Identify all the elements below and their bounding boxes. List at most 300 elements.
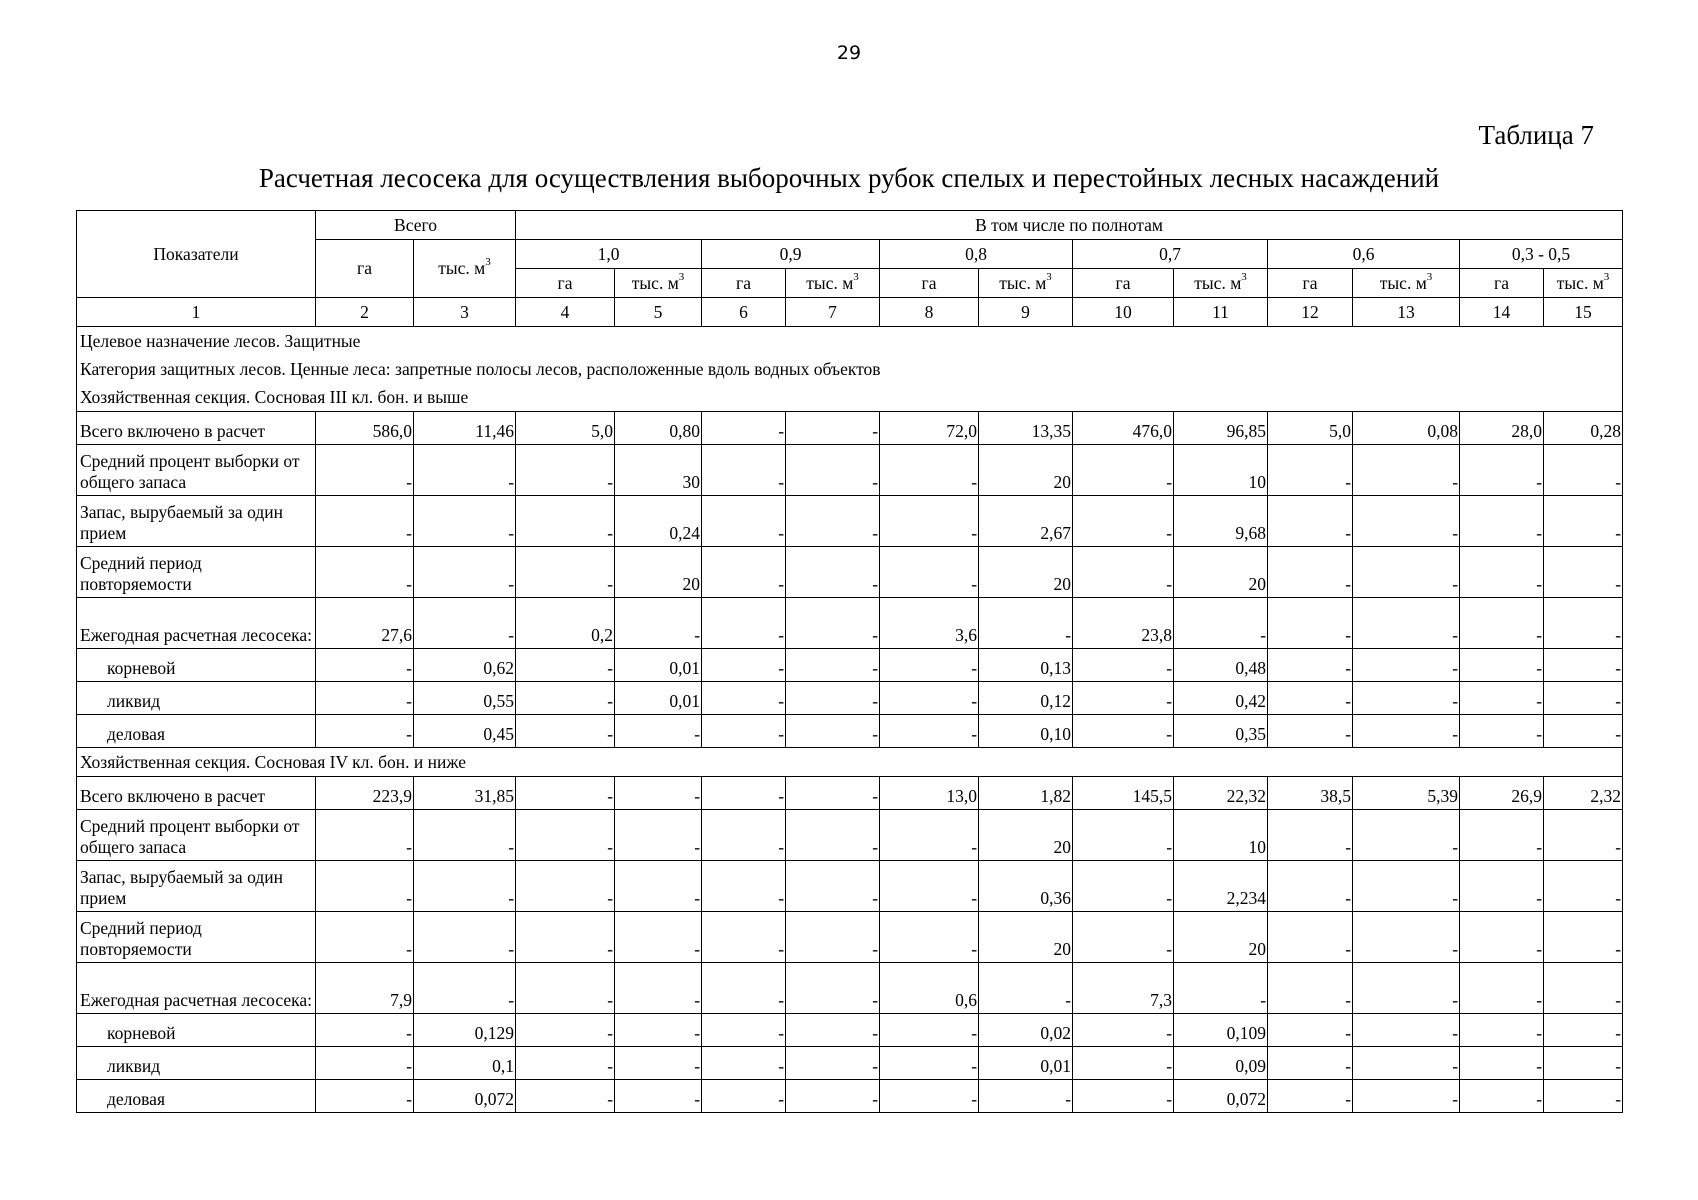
- table-cell: 22,32: [1174, 777, 1268, 810]
- table-cell: -: [1353, 963, 1460, 1014]
- table-cell: 0,02: [979, 1014, 1073, 1047]
- header-unit-vol: [615, 269, 702, 298]
- table-cell: -: [1268, 861, 1353, 912]
- table-cell: -: [1460, 649, 1544, 682]
- table-cell: -: [516, 547, 615, 598]
- table-cell: -: [1544, 963, 1623, 1014]
- table-cell: -: [516, 649, 615, 682]
- table-cell: -: [414, 445, 516, 496]
- table-cell: 13,0: [880, 777, 979, 810]
- table-cell: -: [1268, 598, 1353, 649]
- table-cell: -: [615, 1014, 702, 1047]
- table-cell: -: [880, 1014, 979, 1047]
- table-cell: -: [1353, 861, 1460, 912]
- table-cell: 0,1: [414, 1047, 516, 1080]
- unit-vol-exp: 3: [485, 256, 491, 269]
- header-unit-ha: га: [1073, 269, 1174, 298]
- header-unit-ha: га: [516, 269, 615, 298]
- table-cell: -: [702, 1047, 786, 1080]
- table-row: [77, 963, 1623, 1014]
- header-unit-vol: [1353, 269, 1460, 298]
- table-cell: -: [414, 547, 516, 598]
- table-cell: -: [1544, 496, 1623, 547]
- column-number: 4: [516, 298, 615, 327]
- table-cell: -: [1460, 445, 1544, 496]
- row-label: Ежегодная расчетная лесосека:: [77, 598, 316, 649]
- column-number: 5: [615, 298, 702, 327]
- table-cell: -: [1073, 682, 1174, 715]
- table-cell: -: [615, 963, 702, 1014]
- table-cell: -: [702, 496, 786, 547]
- row-label: ликвид: [77, 682, 316, 715]
- column-number: 7: [786, 298, 880, 327]
- table-cell: -: [1353, 810, 1460, 861]
- table-cell: -: [702, 445, 786, 496]
- table-cell: -: [1073, 649, 1174, 682]
- table-cell: -: [316, 682, 414, 715]
- page-number: 29: [836, 42, 862, 64]
- table-cell: -: [1353, 649, 1460, 682]
- table-cell: -: [1268, 1014, 1353, 1047]
- row-label: Всего включено в расчет: [77, 777, 316, 810]
- table-cell: -: [786, 777, 880, 810]
- table-cell: -: [316, 1080, 414, 1113]
- table-row: [77, 810, 1623, 861]
- table-cell: -: [1073, 715, 1174, 748]
- header-density-group: 0,6: [1268, 240, 1460, 269]
- table-cell: -: [702, 547, 786, 598]
- header-unit-ha: га: [1268, 269, 1353, 298]
- table-cell: -: [979, 1080, 1073, 1113]
- table-cell: -: [1268, 649, 1353, 682]
- table-cell: -: [1268, 1080, 1353, 1113]
- table-row: [77, 598, 1623, 649]
- table-cell: -: [1460, 715, 1544, 748]
- table-cell: -: [1353, 445, 1460, 496]
- table-row: [77, 777, 1623, 810]
- table-cell: 0,35: [1174, 715, 1268, 748]
- table-cell: 0,80: [615, 412, 702, 445]
- unit-vol-text: тыс. м: [631, 272, 679, 293]
- table-cell: -: [880, 496, 979, 547]
- table-cell: -: [615, 912, 702, 963]
- table-cell: 20: [979, 912, 1073, 963]
- table-cell: -: [1268, 810, 1353, 861]
- row-label: Запас, вырубаемый за один прием: [77, 496, 316, 547]
- table-cell: -: [1544, 547, 1623, 598]
- header-density-group: 0,8: [880, 240, 1073, 269]
- unit-vol-text: тыс. м: [1194, 272, 1242, 293]
- table-row: [77, 496, 1623, 547]
- table-cell: 0,24: [615, 496, 702, 547]
- table-cell: 476,0: [1073, 412, 1174, 445]
- table-cell: 10: [1174, 445, 1268, 496]
- table-cell: -: [702, 861, 786, 912]
- unit-vol-exp: 3: [1603, 270, 1610, 283]
- table-cell: -: [1174, 963, 1268, 1014]
- table-cell: -: [316, 861, 414, 912]
- section-header-row: [77, 383, 1623, 412]
- column-number: 14: [1460, 298, 1544, 327]
- table-cell: 20: [615, 547, 702, 598]
- table-cell: -: [516, 496, 615, 547]
- table-cell: -: [516, 810, 615, 861]
- table-cell: 11,46: [414, 412, 516, 445]
- unit-vol-exp: 3: [1426, 270, 1433, 283]
- table-cell: 27,6: [316, 598, 414, 649]
- section-header-row: [77, 748, 1623, 777]
- table-row: [77, 861, 1623, 912]
- table-cell: -: [880, 1047, 979, 1080]
- table-cell: -: [414, 496, 516, 547]
- table-cell: -: [1460, 1080, 1544, 1113]
- table-cell: -: [702, 1014, 786, 1047]
- table-cell: -: [702, 412, 786, 445]
- table-cell: -: [316, 496, 414, 547]
- table-cell: -: [1353, 912, 1460, 963]
- header-density-group: 1,0: [516, 240, 702, 269]
- table-cell: -: [880, 1080, 979, 1113]
- table-cell: 2,67: [979, 496, 1073, 547]
- table-cell: -: [1073, 912, 1174, 963]
- table-cell: 0,42: [1174, 682, 1268, 715]
- table-cell: -: [615, 598, 702, 649]
- table-cell: 23,8: [1073, 598, 1174, 649]
- forest-cutting-table: [76, 210, 1623, 1113]
- unit-vol-text: тыс. м: [438, 258, 486, 278]
- table-cell: -: [702, 810, 786, 861]
- unit-vol-exp: 3: [1046, 270, 1052, 283]
- table-row: [77, 912, 1623, 963]
- table-cell: 31,85: [414, 777, 516, 810]
- column-number: 6: [702, 298, 786, 327]
- table-cell: -: [316, 649, 414, 682]
- table-cell: -: [1268, 912, 1353, 963]
- unit-vol-text: тыс. м: [1556, 272, 1604, 293]
- table-cell: -: [880, 861, 979, 912]
- table-cell: -: [316, 445, 414, 496]
- table-row: [77, 682, 1623, 715]
- table-cell: -: [1353, 682, 1460, 715]
- column-number: 12: [1268, 298, 1353, 327]
- table-cell: -: [1353, 547, 1460, 598]
- table-cell: -: [702, 682, 786, 715]
- table-cell: -: [1353, 598, 1460, 649]
- table-cell: -: [1544, 861, 1623, 912]
- header-unit-ha: га: [880, 269, 979, 298]
- table-row: [77, 445, 1623, 496]
- table-cell: -: [1073, 445, 1174, 496]
- table-cell: -: [1073, 547, 1174, 598]
- unit-vol-exp: 3: [678, 270, 685, 283]
- unit-vol-text: тыс. м: [999, 272, 1047, 293]
- header-unit-vol: [786, 269, 880, 298]
- table-cell: 0,01: [615, 682, 702, 715]
- header-unit-ha: га: [702, 269, 786, 298]
- table-row: [77, 1014, 1623, 1047]
- table-cell: 0,55: [414, 682, 516, 715]
- table-cell: -: [702, 598, 786, 649]
- table-cell: -: [786, 496, 880, 547]
- header-total-vol: [414, 240, 516, 298]
- table-cell: 5,39: [1353, 777, 1460, 810]
- table-cell: -: [316, 1014, 414, 1047]
- table-cell: 7,3: [1073, 963, 1174, 1014]
- table-cell: -: [1544, 810, 1623, 861]
- table-cell: -: [702, 777, 786, 810]
- table-cell: -: [786, 810, 880, 861]
- table-cell: 0,12: [979, 682, 1073, 715]
- table-cell: 0,36: [979, 861, 1073, 912]
- table-cell: -: [786, 1047, 880, 1080]
- table-cell: -: [702, 715, 786, 748]
- table-cell: 0,45: [414, 715, 516, 748]
- table-row: [77, 649, 1623, 682]
- table-cell: -: [1268, 963, 1353, 1014]
- table-cell: -: [1268, 547, 1353, 598]
- table-cell: -: [786, 715, 880, 748]
- header-indicators: Показатели: [77, 211, 316, 298]
- table-cell: 0,109: [1174, 1014, 1268, 1047]
- table-cell: -: [316, 912, 414, 963]
- header-unit-vol: [1174, 269, 1268, 298]
- table-title: Расчетная лесосека для осуществления выборочных рубок спелых и перестойных лесных насаждений: [258, 163, 1440, 193]
- table-cell: -: [1268, 496, 1353, 547]
- row-label: корневой: [77, 649, 316, 682]
- row-label: Средний период повторяемости: [77, 912, 316, 963]
- table-cell: -: [316, 547, 414, 598]
- table-cell: -: [414, 963, 516, 1014]
- table-cell: 0,072: [1174, 1080, 1268, 1113]
- table-cell: -: [1073, 861, 1174, 912]
- table-cell: -: [880, 649, 979, 682]
- table-cell: -: [414, 598, 516, 649]
- table-cell: -: [1460, 547, 1544, 598]
- table-cell: -: [1544, 1080, 1623, 1113]
- table-cell: -: [516, 912, 615, 963]
- table-cell: -: [414, 861, 516, 912]
- table-cell: 0,10: [979, 715, 1073, 748]
- table-cell: -: [786, 682, 880, 715]
- table-cell: -: [880, 810, 979, 861]
- unit-vol-exp: 3: [853, 270, 859, 283]
- table-cell: -: [615, 715, 702, 748]
- table-cell: -: [316, 715, 414, 748]
- table-cell: 586,0: [316, 412, 414, 445]
- category-row: Категория защитных лесов. Ценные леса: запретные полосы лесов, расположенные вдоль водных объектов: [77, 355, 1623, 383]
- table-cell: 0,62: [414, 649, 516, 682]
- table-cell: -: [615, 777, 702, 810]
- table-cell: -: [1073, 810, 1174, 861]
- table-cell: 0,48: [1174, 649, 1268, 682]
- table-cell: -: [516, 1047, 615, 1080]
- unit-vol-exp: 3: [1241, 270, 1247, 283]
- table-cell: -: [1544, 912, 1623, 963]
- table-cell: -: [1544, 649, 1623, 682]
- row-label: Ежегодная расчетная лесосека:: [77, 963, 316, 1014]
- table-cell: 3,6: [880, 598, 979, 649]
- column-number: 11: [1174, 298, 1268, 327]
- table-cell: 0,2: [516, 598, 615, 649]
- table-cell: 0,129: [414, 1014, 516, 1047]
- table-cell: -: [516, 715, 615, 748]
- table-cell: 0,6: [880, 963, 979, 1014]
- table-cell: -: [414, 810, 516, 861]
- table-cell: 26,9: [1460, 777, 1544, 810]
- table-cell: 10: [1174, 810, 1268, 861]
- table-cell: -: [516, 861, 615, 912]
- table-cell: -: [786, 963, 880, 1014]
- table-cell: -: [615, 810, 702, 861]
- purpose-row: Целевое назначение лесов. Защитные: [77, 327, 1623, 356]
- unit-vol-text: тыс. м: [1379, 272, 1427, 293]
- table-cell: -: [786, 912, 880, 963]
- table-cell: 20: [979, 445, 1073, 496]
- header-total: Всего: [316, 211, 516, 240]
- table-cell: -: [516, 777, 615, 810]
- table-cell: 20: [979, 810, 1073, 861]
- table-label: Таблица 7: [1478, 120, 1594, 150]
- table-cell: -: [1460, 963, 1544, 1014]
- table-cell: -: [786, 649, 880, 682]
- table-cell: 13,35: [979, 412, 1073, 445]
- column-number: 10: [1073, 298, 1174, 327]
- table-cell: -: [1544, 682, 1623, 715]
- column-number: 1: [77, 298, 316, 327]
- table-cell: -: [516, 963, 615, 1014]
- table-cell: 20: [1174, 547, 1268, 598]
- table-cell: -: [1460, 861, 1544, 912]
- table-cell: 0,13: [979, 649, 1073, 682]
- table-cell: 96,85: [1174, 412, 1268, 445]
- table-cell: -: [414, 912, 516, 963]
- table-cell: -: [516, 1014, 615, 1047]
- table-cell: -: [1353, 1080, 1460, 1113]
- table-cell: -: [516, 445, 615, 496]
- table-cell: 0,09: [1174, 1047, 1268, 1080]
- table-cell: -: [1460, 810, 1544, 861]
- header-density-group: 0,9: [702, 240, 880, 269]
- table-cell: -: [1268, 445, 1353, 496]
- table-cell: -: [979, 963, 1073, 1014]
- table-cell: -: [880, 715, 979, 748]
- column-number: 2: [316, 298, 414, 327]
- row-label: Запас, вырубаемый за один прием: [77, 861, 316, 912]
- table-cell: 72,0: [880, 412, 979, 445]
- table-row: [77, 547, 1623, 598]
- table-row: [77, 1047, 1623, 1080]
- table-cell: -: [1353, 1014, 1460, 1047]
- table-row: [77, 1080, 1623, 1113]
- table-cell: 0,08: [1353, 412, 1460, 445]
- table-cell: -: [786, 1080, 880, 1113]
- section-title: Хозяйственная секция. Сосновая III кл. бон. и выше: [77, 383, 1623, 412]
- table-cell: -: [880, 682, 979, 715]
- table-cell: -: [1460, 682, 1544, 715]
- table-cell: 2,32: [1544, 777, 1623, 810]
- header-density-group: 0,3 - 0,5: [1460, 240, 1623, 269]
- header-unit-ha: га: [1460, 269, 1544, 298]
- table-cell: -: [1460, 598, 1544, 649]
- table-cell: 0,01: [615, 649, 702, 682]
- table-cell: 7,9: [316, 963, 414, 1014]
- table-cell: -: [979, 598, 1073, 649]
- table-cell: -: [1268, 1047, 1353, 1080]
- table-cell: 145,5: [1073, 777, 1174, 810]
- table-cell: -: [702, 912, 786, 963]
- table-cell: 30: [615, 445, 702, 496]
- table-cell: -: [1268, 715, 1353, 748]
- table-cell: -: [786, 412, 880, 445]
- row-label: Всего включено в расчет: [77, 412, 316, 445]
- header-unit-vol: [1544, 269, 1623, 298]
- table-row: [77, 715, 1623, 748]
- header-total-ha: га: [316, 240, 414, 298]
- table-cell: -: [1174, 598, 1268, 649]
- table-cell: -: [786, 445, 880, 496]
- column-number: 3: [414, 298, 516, 327]
- row-label: Средний процент выборки от общего запаса: [77, 810, 316, 861]
- table-cell: -: [1353, 715, 1460, 748]
- row-label: деловая: [77, 715, 316, 748]
- table-cell: -: [1073, 1047, 1174, 1080]
- table-cell: -: [880, 912, 979, 963]
- table-cell: 28,0: [1460, 412, 1544, 445]
- table-cell: -: [786, 547, 880, 598]
- table-cell: -: [1460, 1047, 1544, 1080]
- table-cell: -: [1544, 1014, 1623, 1047]
- table-cell: 0,01: [979, 1047, 1073, 1080]
- table-cell: -: [1460, 912, 1544, 963]
- table-cell: 223,9: [316, 777, 414, 810]
- unit-vol-text: тыс. м: [806, 272, 854, 293]
- row-label: Средний процент выборки от общего запаса: [77, 445, 316, 496]
- table-cell: -: [1544, 715, 1623, 748]
- table-cell: -: [1544, 598, 1623, 649]
- table-cell: 2,234: [1174, 861, 1268, 912]
- table-cell: 20: [979, 547, 1073, 598]
- table-cell: -: [615, 1047, 702, 1080]
- table-cell: 5,0: [516, 412, 615, 445]
- row-label: Средний период повторяемости: [77, 547, 316, 598]
- column-number: 13: [1353, 298, 1460, 327]
- table-cell: -: [880, 445, 979, 496]
- table-cell: -: [1544, 445, 1623, 496]
- table-cell: -: [1460, 496, 1544, 547]
- table-row: [77, 412, 1623, 445]
- table-cell: 5,0: [1268, 412, 1353, 445]
- table-cell: -: [786, 861, 880, 912]
- table-cell: -: [702, 963, 786, 1014]
- table-cell: -: [786, 598, 880, 649]
- header-including: В том числе по полнотам: [516, 211, 1623, 240]
- table-cell: -: [615, 1080, 702, 1113]
- column-number: 8: [880, 298, 979, 327]
- table-cell: -: [1268, 682, 1353, 715]
- table-cell: -: [516, 1080, 615, 1113]
- table-cell: 38,5: [1268, 777, 1353, 810]
- table-cell: 1,82: [979, 777, 1073, 810]
- table-cell: -: [516, 682, 615, 715]
- row-label: корневой: [77, 1014, 316, 1047]
- table-cell: -: [316, 1047, 414, 1080]
- table-cell: -: [1353, 1047, 1460, 1080]
- table-cell: -: [1073, 1080, 1174, 1113]
- table-cell: -: [615, 861, 702, 912]
- table-cell: 0,072: [414, 1080, 516, 1113]
- table-cell: 9,68: [1174, 496, 1268, 547]
- table-cell: -: [702, 1080, 786, 1113]
